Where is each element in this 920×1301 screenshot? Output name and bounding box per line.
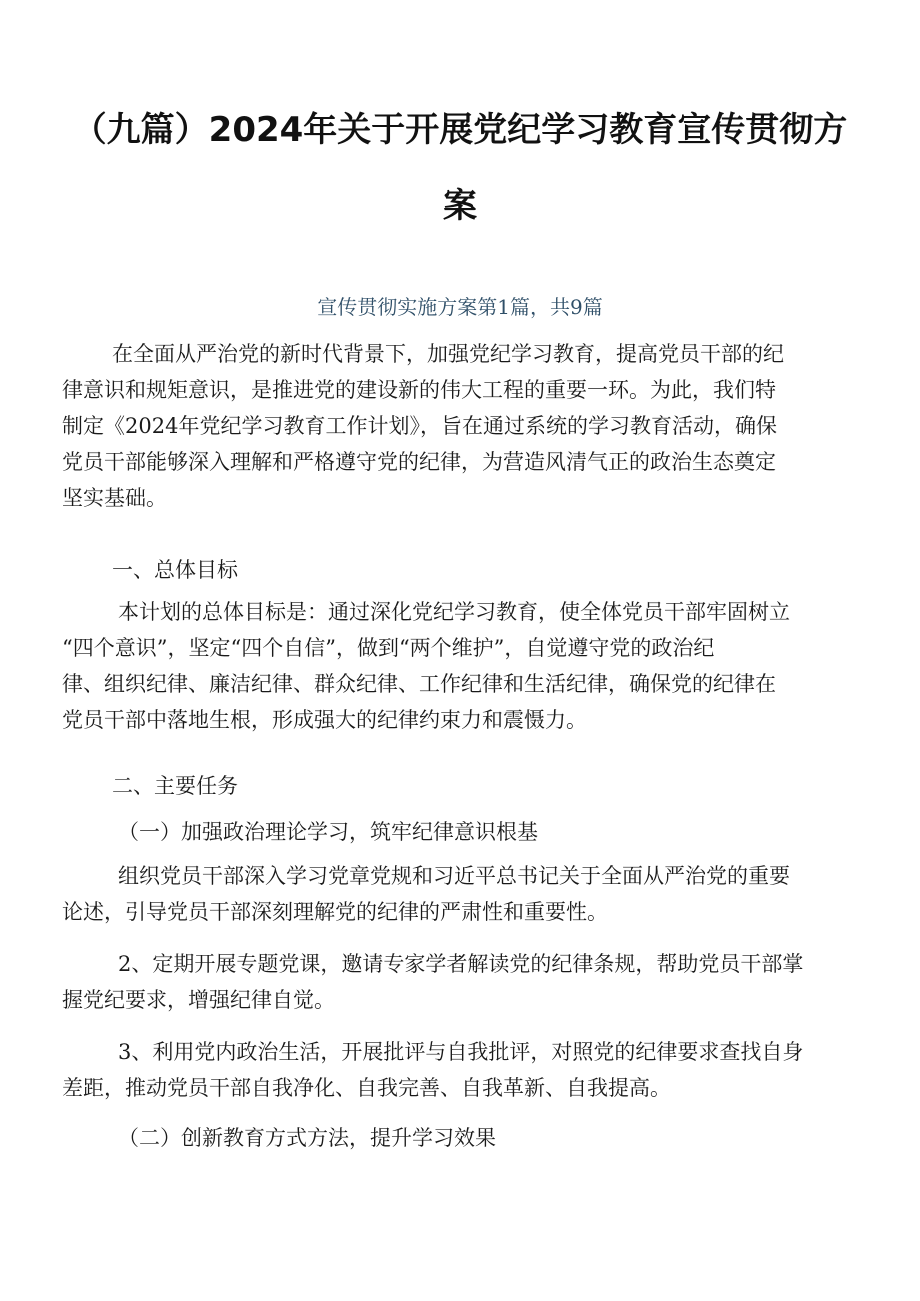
intro-line: 党员干部能够深入理解和严格遵守党的纪律，为营造风清气正的政治生态奠定 <box>62 450 776 474</box>
document-title-line-2: 案 <box>443 186 477 226</box>
overall-goal-paragraph <box>62 594 862 738</box>
subsection-heading-1 <box>62 814 862 850</box>
subsection-heading-text: （二）创新教育方式方法，提升学习效果 <box>118 1126 496 1150</box>
intro-line: 在全面从严治党的新时代背景下，加强党纪学习教育，提高党员干部的纪 <box>112 342 784 366</box>
task-line: 握党纪要求，增强纪律自觉。 <box>62 988 335 1012</box>
intro-paragraph <box>62 336 862 516</box>
document-title-line-1: （九篇）2024年关于开展党纪学习教育宣传贯彻方 <box>72 110 848 150</box>
intro-line: 制定《2024年党纪学习教育工作计划》，旨在通过系统的学习教育活动，确保 <box>62 414 777 438</box>
intro-line: 律意识和规矩意识，是推进党的建设新的伟大工程的重要一环。为此，我们特 <box>62 378 776 402</box>
task-item-1 <box>62 858 862 930</box>
task-line: 论述，引导党员干部深刻理解党的纪律的严肃性和重要性。 <box>62 900 608 924</box>
task-line: 3、利用党内政治生活，开展批评与自我批评，对照党的纪律要求查找自身 <box>118 1040 804 1064</box>
goal-line: 党员干部中落地生根，形成强大的纪律约束力和震慑力。 <box>62 708 587 732</box>
subsection-heading-text: （一）加强政治理论学习，筑牢纪律意识根基 <box>118 820 538 844</box>
section-heading-main-tasks <box>62 768 862 804</box>
section-heading-text: 二、主要任务 <box>112 774 238 798</box>
subsection-heading-2 <box>62 1120 862 1156</box>
section-heading-overall-goal <box>62 552 862 588</box>
task-line: 差距，推动党员干部自我净化、自我完善、自我革新、自我提高。 <box>62 1076 671 1100</box>
intro-line: 坚实基础。 <box>62 486 167 510</box>
document-subtitle: 宣传贯彻实施方案第1篇，共9篇 <box>317 295 603 319</box>
section-heading-text: 一、总体目标 <box>112 558 238 582</box>
goal-line: “四个意识”，坚定“四个自信”，做到“两个维护”，自觉遵守党的政治纪 <box>62 636 715 660</box>
task-item-3 <box>62 1034 862 1106</box>
goal-line: 律、组织纪律、廉洁纪律、群众纪律、工作纪律和生活纪律，确保党的纪律在 <box>62 672 776 696</box>
task-line: 2、定期开展专题党课，邀请专家学者解读党的纪律条规，帮助党员干部掌 <box>118 952 804 976</box>
goal-line: 本计划的总体目标是：通过深化党纪学习教育，使全体党员干部牢固树立 <box>118 600 790 624</box>
task-item-2 <box>62 946 862 1018</box>
task-line: 组织党员干部深入学习党章党规和习近平总书记关于全面从严治党的重要 <box>118 864 790 888</box>
